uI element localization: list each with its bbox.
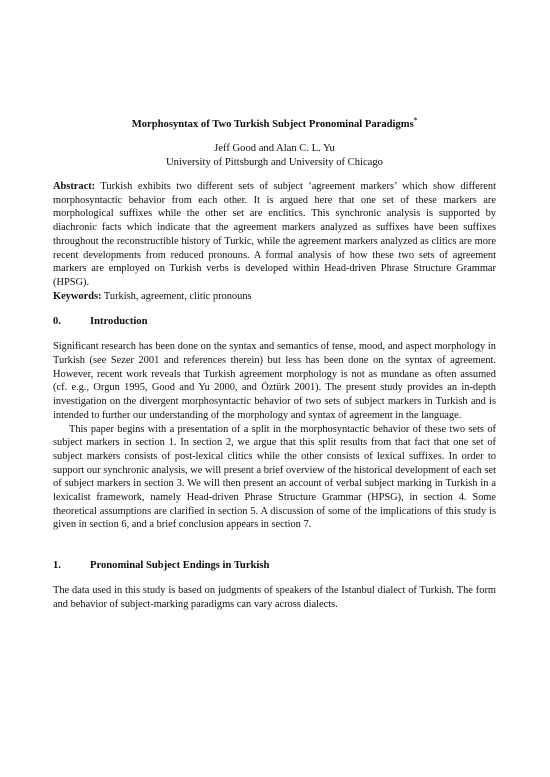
abstract bbox=[53, 180, 496, 290]
authors: Jeff Good and Alan C. L. Yu bbox=[214, 143, 335, 154]
section-heading-introduction bbox=[53, 315, 496, 329]
keywords-text: Turkish, agreement, clitic pronouns bbox=[101, 290, 252, 302]
title-footnote-mark: * bbox=[413, 116, 418, 125]
section-heading-pronominal-subject-endings bbox=[53, 559, 496, 573]
paper-page bbox=[53, 118, 496, 612]
paragraph: Significant research has been done on the syntax and semantics of tense, mood, and aspect morphology in Turkish (see Sezer 2001 and references therein) but less has been done on the syntax of agreement. However, recent work reveals that Turkish agreement morphology is not as mundane as often assumed (cf. e.g., Orgun 1995, Good and Yu 2000, and Öztürk 2001). The present study provides an in-depth investigation on the divergent morphosyntactic behavior of two sets of subject markers in Turkish and is intended to further our understanding of the morphology and syntax of agreement in the language. bbox=[53, 341, 496, 421]
keywords bbox=[53, 290, 496, 304]
section-title: Pronominal Subject Endings in Turkish bbox=[90, 560, 270, 572]
abstract-text: Turkish exhibits two different sets of subject ‘agreement markers’ which show different morphosyntactic behavior from each other. It is argued here that one set of these markers are morphological suffixes while the other set are enclitics. This synchronic analysis is supported by diachronic facts which indicate that the agreement markers analyzed as suffixes have been suffixes throughout the reconstructible history of Turkic, while the agreement markers analyzed as clitics are more recent developments from reduced pronouns. A formal analysis of how these two sets of agreement markers are employed on Turkish verbs is developed within Head-driven Phrase Structure Grammar (HPSG). bbox=[53, 181, 496, 288]
keywords-label: Keywords: bbox=[53, 290, 102, 302]
paragraph: This paper begins with a presentation of a split in the morphosyntactic behavior of these two sets of subject markers in section 1. In section 2, we argue that this split results from that fact that one set of subject markers consists of post-lexical clitics while the other consists of lexical suffixes. In order to support our synchronic analysis, we will present a brief overview of the historical development of each set of subject markers in section 3. We will then present an account of verbal subject marking in Turkish in a lexicalist framework, namely Head-driven Phrase Structure Grammar (HPSG), in section 4. Some theoretical assumptions are clarified in section 5. A discussion of some of the implications of this study is given in section 6, and a brief conclusion appears in section 7. bbox=[53, 423, 496, 531]
abstract-label: Abstract: bbox=[53, 181, 96, 192]
paper-title bbox=[53, 118, 496, 132]
title-text: Morphosyntax of Two Turkish Subject Pronominal Paradigms bbox=[131, 119, 414, 130]
paragraph: The data used in this study is based on judgments of speakers of the Istanbul dialect of Turkish. The form and behavior of subject-marking paradigms can vary across dialects. bbox=[53, 585, 496, 610]
section-number: 1. bbox=[53, 560, 61, 572]
affiliation: University of Pittsburgh and University of Chicago bbox=[166, 157, 383, 168]
section-title: Introduction bbox=[90, 316, 148, 328]
section-number: 0. bbox=[53, 316, 61, 328]
